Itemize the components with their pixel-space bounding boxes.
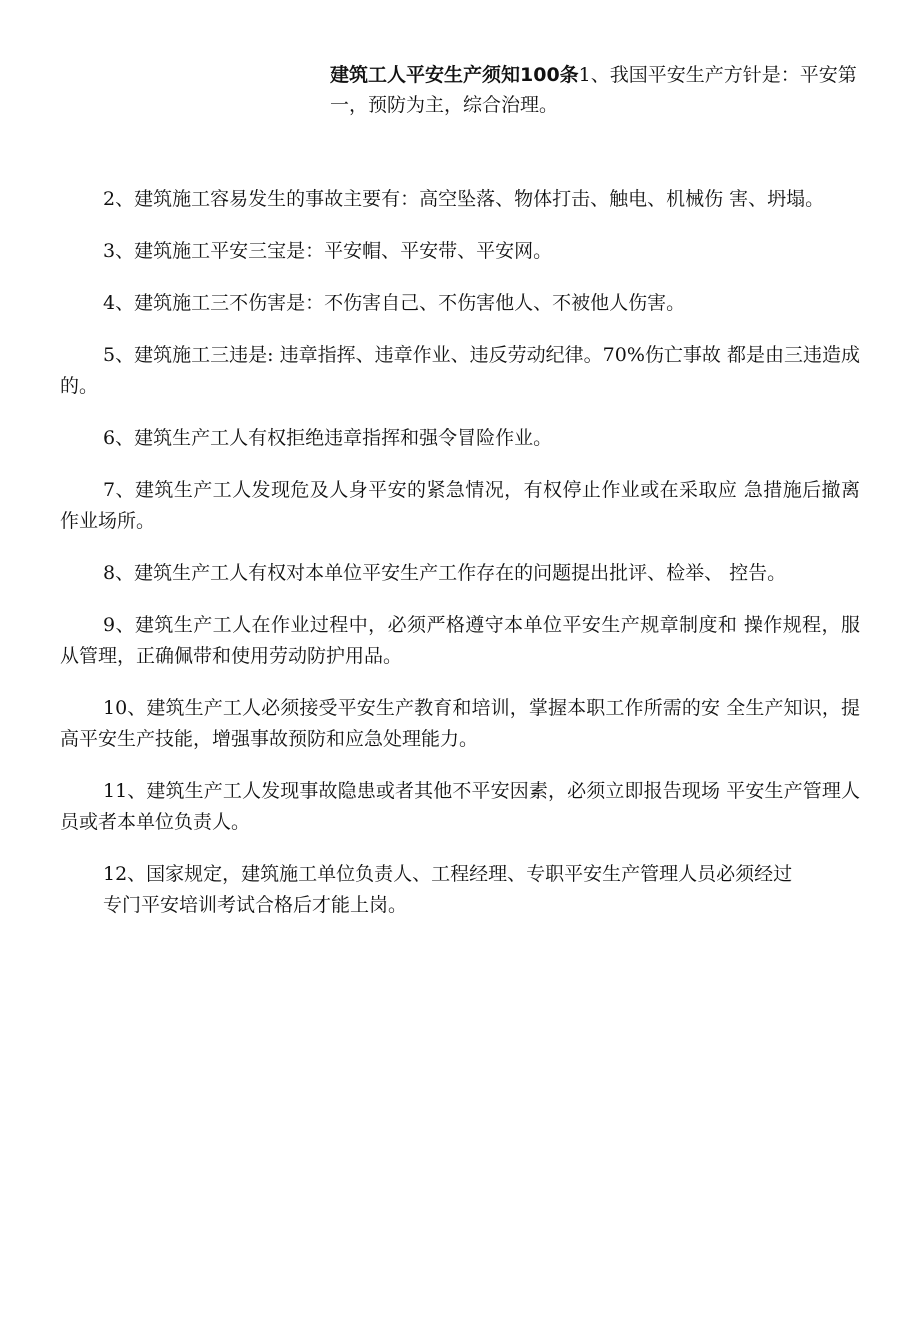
item-list xyxy=(60,184,860,942)
item-3: 3、建筑施工平安三宝是：平安帽、平安带、平安网。 xyxy=(103,240,553,262)
item-5: 5、建筑施工三违是: 违章指挥、违章作业、违反劳动纪律。70%伤亡事故 都是由三违造成的。 xyxy=(60,344,860,397)
item-6: 6、建筑生产工人有权拒绝违章指挥和强令冒险作业。 xyxy=(103,427,553,449)
item-10: 10、建筑生产工人必须接受平安生产教育和培训，掌握本职工作所需的安 全生产知识，提高平安生产技能，增强事故预防和应急处理能力。 xyxy=(60,697,860,750)
item-9: 9、建筑生产工人在作业过程中，必须严格遵守本单位平安生产规章制度和 操作规程，服从管理，正确佩带和使用劳动防护用品。 xyxy=(60,614,860,667)
item-2: 2、建筑施工容易发生的事故主要有：高空坠落、物体打击、触电、机械伤 害、坍塌。 xyxy=(103,188,825,210)
item-12-line-2: 专门平安培训考试合格后才能上岗。 xyxy=(103,894,408,916)
item-12-line-1: 12、国家规定，建筑施工单位负责人、工程经理、专职平安生产管理人员必须经过 xyxy=(103,863,793,885)
item-11: 11、建筑生产工人发现事故隐患或者其他不平安因素，必须立即报告现场 平安生产管理人员或者本单位负责人。 xyxy=(60,780,860,833)
item-7: 7、建筑生产工人发现危及人身平安的紧急情况，有权停止作业或在采取应 急措施后撤离作业场所。 xyxy=(60,479,860,532)
item-1: 1、我国平安生产方针是：平安第一，预防为主，综合治理。 xyxy=(330,64,857,116)
item-4: 4、建筑施工三不伤害是：不伤害自己、不伤害他人、不被他人伤害。 xyxy=(103,292,686,314)
item-12 xyxy=(60,859,860,921)
item-8: 8、建筑生产工人有权对本单位平安生产工作存在的问题提出批评、检举、 控告。 xyxy=(103,562,787,584)
document-title: 建筑工人平安生产须知100条 xyxy=(330,64,579,86)
title-block xyxy=(330,60,862,120)
